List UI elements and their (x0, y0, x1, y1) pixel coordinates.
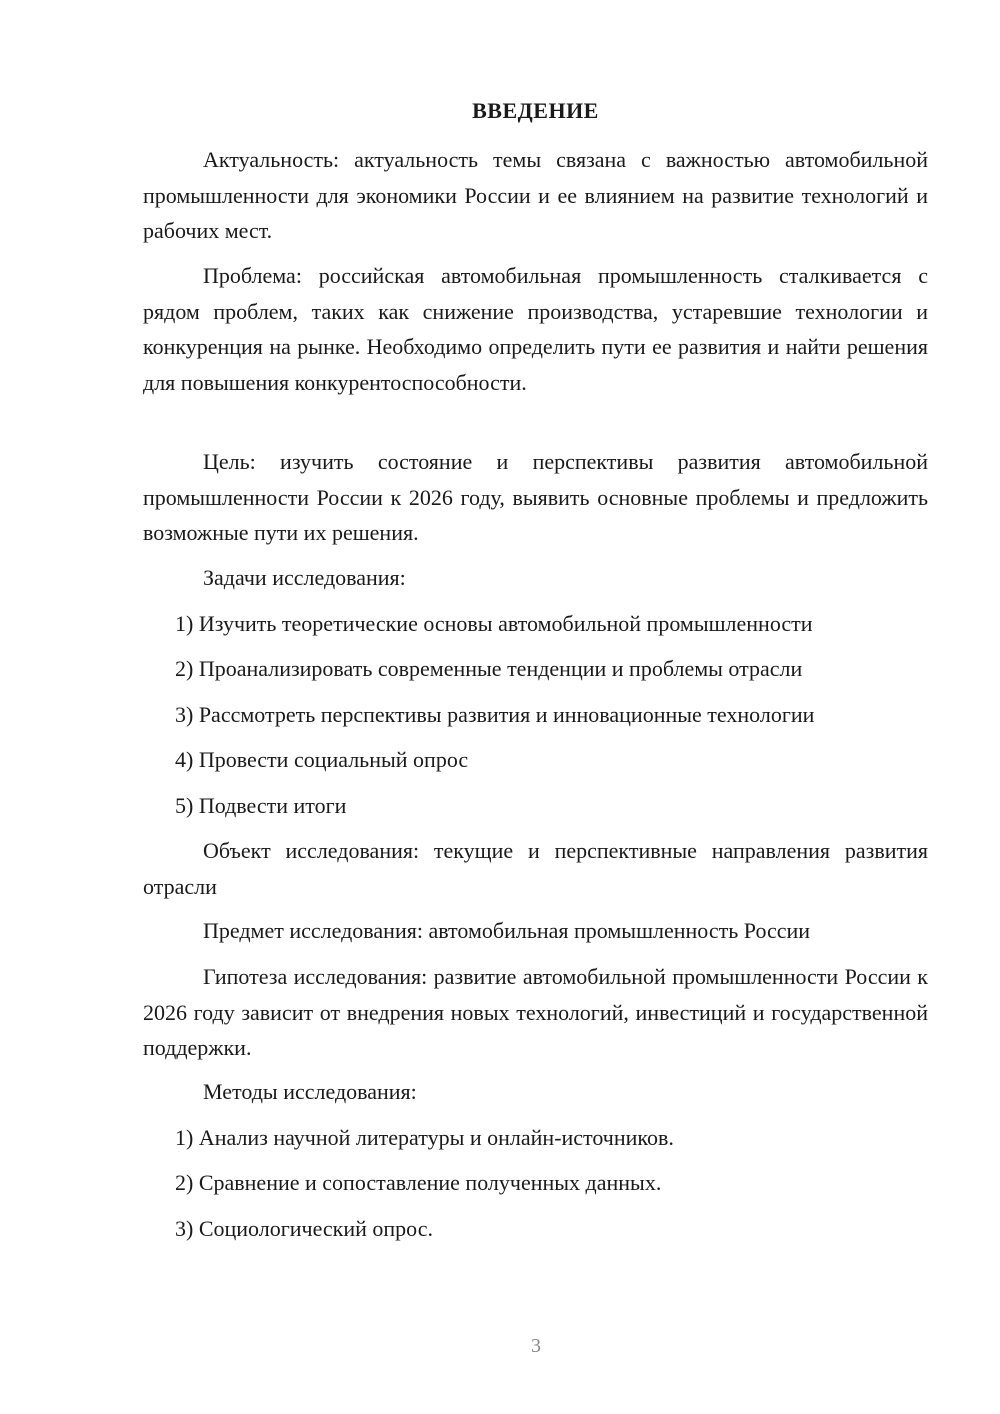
subject-paragraph: Предмет исследования: автомобильная промышленность России (203, 918, 811, 943)
task-item-5: 5) Подвести итоги (175, 793, 347, 818)
task-item-3: 3) Рассмотреть перспективы развития и инновационные технологии (175, 702, 815, 727)
goal-paragraph: Цель: изучить состояние и перспективы развития автомобильной промышленности России к 2026 году, выявить основные проблемы и предложить возможные пути их решения. (143, 449, 928, 545)
tasks-label: Задачи исследования: (203, 565, 406, 590)
methods-label: Методы исследования: (203, 1079, 417, 1104)
method-item-1: 1) Анализ научной литературы и онлайн-источников. (175, 1125, 674, 1150)
problem-paragraph: Проблема: российская автомобильная промышленность сталкивается с рядом проблем, таких как снижение производства, устаревшие технологии и конкуренция на рынке. Необходимо определить пути ее развития и найти решения для повышения конкурентоспособности. (143, 263, 928, 395)
method-item-3: 3) Социологический опрос. (175, 1216, 433, 1241)
object-paragraph: Объект исследования: текущие и перспективные направления развития отрасли (143, 838, 928, 899)
task-item-1: 1) Изучить теоретические основы автомобильной промышленности (175, 611, 813, 636)
method-item-2: 2) Сравнение и сопоставление полученных данных. (175, 1170, 662, 1195)
page-number: 3 (531, 1335, 541, 1357)
relevance-paragraph: Актуальность: актуальность темы связана с важностью автомобильной промышленности для экономики России и ее влиянием на развитие технологий и рабочих мест. (143, 147, 928, 243)
task-item-2: 2) Проанализировать современные тенденции и проблемы отрасли (175, 656, 803, 681)
task-item-4: 4) Провести социальный опрос (175, 747, 469, 772)
page-title: ВВЕДЕНИЕ (472, 98, 599, 123)
hypothesis-paragraph: Гипотеза исследования: развитие автомобильной промышленности России к 2026 году зависит от внедрения новых технологий, инвестиций и государственной поддержки. (143, 964, 928, 1060)
